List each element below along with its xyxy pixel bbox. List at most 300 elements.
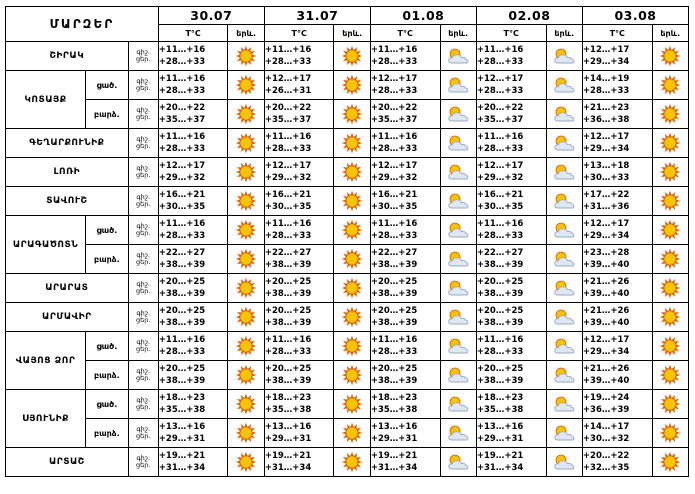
night-label: գիշ. <box>136 77 151 85</box>
sun-icon <box>334 216 370 245</box>
partly-cloudy-icon <box>440 129 476 158</box>
day-temperature: +29…+34 <box>582 144 630 154</box>
night-temperature: +16…+21 <box>264 190 312 200</box>
night-temperature: +20…+25 <box>264 277 312 287</box>
night-temperature: +18…+23 <box>370 393 418 403</box>
night-temperature: +11…+16 <box>158 335 206 345</box>
night-temperature: +12…+17 <box>582 335 630 345</box>
region-name: ԱՐՄԱՎԻՐ <box>6 303 129 332</box>
sun-icon <box>228 42 264 71</box>
day-label: ցեր. <box>136 229 151 237</box>
night-label: գիշ. <box>136 251 151 259</box>
temperature-cell <box>264 448 334 477</box>
region-name: ՎԱՅՈՑ ՁՈՐ <box>6 332 86 390</box>
temperature-cell <box>370 448 440 477</box>
night-day-label <box>128 419 158 448</box>
night-temperature: +20…+25 <box>370 364 418 374</box>
temperature-cell <box>582 42 652 71</box>
night-temperature: +12…+17 <box>582 45 630 55</box>
day-temperature: +28…+33 <box>264 231 312 241</box>
region-name: ՍՅՈՒՆԻՔ <box>6 390 86 448</box>
night-label: գիշ. <box>136 164 151 172</box>
day-temperature: +32…+35 <box>582 463 630 473</box>
sun-icon <box>228 303 264 332</box>
day-temperature: +38…+39 <box>476 376 524 386</box>
night-day-label <box>128 448 158 477</box>
altitude-label: ցած. <box>86 71 129 100</box>
night-temperature: +11…+16 <box>158 132 206 142</box>
day-label: ցեր. <box>136 461 151 469</box>
day-temperature: +39…+40 <box>582 260 630 270</box>
night-temperature: +11…+16 <box>158 219 206 229</box>
night-temperature: +13…+16 <box>370 422 418 432</box>
night-day-label <box>128 129 158 158</box>
sun-icon <box>652 100 688 129</box>
sun-icon <box>652 448 688 477</box>
day-temperature: +30…+35 <box>476 202 524 212</box>
table-row <box>6 216 689 245</box>
table-row <box>6 303 689 332</box>
sun-icon <box>228 100 264 129</box>
temperature-cell <box>370 158 440 187</box>
table-row <box>6 274 689 303</box>
temperature-cell <box>370 71 440 100</box>
partly-cloudy-icon <box>546 274 582 303</box>
day-temperature: +30…+33 <box>582 173 630 183</box>
temperature-cell <box>370 216 440 245</box>
temperature-cell <box>370 419 440 448</box>
date-header: 01.08 <box>370 7 476 25</box>
night-temperature: +19…+21 <box>476 451 524 461</box>
partly-cloudy-icon <box>546 100 582 129</box>
night-temperature: +11…+16 <box>370 132 418 142</box>
day-temperature: +29…+32 <box>264 173 312 183</box>
temperature-cell <box>158 216 228 245</box>
temperature-cell <box>582 419 652 448</box>
night-temperature: +21…+23 <box>582 103 630 113</box>
table-row <box>6 187 689 216</box>
altitude-label: բարձ. <box>86 100 129 129</box>
region-name: ԱՐԱԳԱԾՈՏՆ <box>6 216 86 274</box>
temperature-cell <box>476 158 546 187</box>
partly-cloudy-icon <box>440 361 476 390</box>
day-temperature: +30…+32 <box>582 434 630 444</box>
night-label: գիշ. <box>136 280 151 288</box>
night-temperature: +20…+25 <box>476 277 524 287</box>
sun-icon <box>228 71 264 100</box>
temperature-cell <box>158 390 228 419</box>
night-temperature: +13…+16 <box>264 422 312 432</box>
night-temperature: +20…+25 <box>158 364 206 374</box>
partly-cloudy-icon <box>440 100 476 129</box>
day-temperature: +38…+39 <box>264 289 312 299</box>
sun-icon <box>652 303 688 332</box>
night-temperature: +20…+22 <box>264 103 312 113</box>
night-temperature: +11…+16 <box>264 335 312 345</box>
day-temperature: +31…+34 <box>476 463 524 473</box>
temperature-cell <box>582 129 652 158</box>
night-temperature: +20…+22 <box>158 103 206 113</box>
temperature-cell <box>476 71 546 100</box>
partly-cloudy-icon <box>546 42 582 71</box>
temp-column-header: T°C <box>476 25 546 42</box>
temperature-cell <box>264 332 334 361</box>
day-temperature: +29…+34 <box>582 57 630 67</box>
temperature-cell <box>264 187 334 216</box>
sun-icon <box>652 361 688 390</box>
night-temperature: +20…+25 <box>264 364 312 374</box>
sun-icon <box>652 274 688 303</box>
day-label: ցեր. <box>136 316 151 324</box>
temperature-cell <box>582 100 652 129</box>
day-temperature: +29…+32 <box>158 173 206 183</box>
day-temperature: +35…+38 <box>264 405 312 415</box>
night-temperature: +22…+27 <box>370 248 418 258</box>
sun-icon <box>652 245 688 274</box>
day-temperature: +35…+37 <box>158 115 206 125</box>
night-temperature: +19…+24 <box>582 393 630 403</box>
day-temperature: +38…+39 <box>264 376 312 386</box>
day-label: ցեր. <box>136 403 151 411</box>
table-row <box>6 158 689 187</box>
sky-column-header: երև. <box>228 25 264 42</box>
night-day-label <box>128 42 158 71</box>
sun-icon <box>652 42 688 71</box>
night-temperature: +12…+17 <box>158 161 206 171</box>
day-temperature: +28…+33 <box>370 86 418 96</box>
night-temperature: +12…+17 <box>582 219 630 229</box>
temperature-cell <box>370 245 440 274</box>
day-temperature: +35…+37 <box>264 115 312 125</box>
temperature-cell <box>370 332 440 361</box>
altitude-label: ցած. <box>86 390 129 419</box>
temperature-cell <box>582 245 652 274</box>
day-label: ցեր. <box>136 432 151 440</box>
day-label: ցեր. <box>136 200 151 208</box>
temperature-cell <box>158 129 228 158</box>
night-temperature: +13…+18 <box>582 161 630 171</box>
day-temperature: +28…+33 <box>158 86 206 96</box>
night-temperature: +13…+16 <box>158 422 206 432</box>
night-temperature: +11…+16 <box>476 219 524 229</box>
sky-column-header: երև. <box>334 25 370 42</box>
day-temperature: +31…+34 <box>158 463 206 473</box>
temperature-cell <box>476 448 546 477</box>
night-day-label <box>128 274 158 303</box>
night-temperature: +21…+26 <box>582 364 630 374</box>
day-temperature: +38…+39 <box>158 289 206 299</box>
region-name: ԱՐՏԱՇ <box>6 448 129 477</box>
night-day-label <box>128 100 158 129</box>
night-label: գիշ. <box>136 48 151 56</box>
sun-icon <box>652 71 688 100</box>
temperature-cell <box>582 71 652 100</box>
night-day-label <box>128 245 158 274</box>
day-label: ցեր. <box>136 258 151 266</box>
temperature-cell <box>264 390 334 419</box>
sun-icon <box>652 216 688 245</box>
night-day-label <box>128 187 158 216</box>
table-row <box>6 419 689 448</box>
temperature-cell <box>158 448 228 477</box>
day-label: ցեր. <box>136 113 151 121</box>
temperature-cell <box>476 100 546 129</box>
day-temperature: +38…+39 <box>264 260 312 270</box>
day-temperature: +30…+35 <box>370 202 418 212</box>
night-temperature: +11…+16 <box>476 45 524 55</box>
partly-cloudy-icon <box>440 448 476 477</box>
temperature-cell <box>582 303 652 332</box>
sun-icon <box>334 187 370 216</box>
temperature-cell <box>264 158 334 187</box>
day-temperature: +38…+39 <box>370 318 418 328</box>
sun-icon <box>652 390 688 419</box>
partly-cloudy-icon <box>546 71 582 100</box>
night-temperature: +17…+22 <box>582 190 630 200</box>
altitude-label: ցած. <box>86 216 129 245</box>
temperature-cell <box>158 303 228 332</box>
temperature-cell <box>476 245 546 274</box>
day-temperature: +29…+34 <box>582 347 630 357</box>
temperature-cell <box>370 129 440 158</box>
temperature-cell <box>264 129 334 158</box>
table-row <box>6 71 689 100</box>
partly-cloudy-icon <box>440 158 476 187</box>
temperature-cell <box>158 419 228 448</box>
sun-icon <box>228 187 264 216</box>
table-row <box>6 448 689 477</box>
partly-cloudy-icon <box>546 216 582 245</box>
day-temperature: +38…+39 <box>370 289 418 299</box>
table-row <box>6 42 689 71</box>
day-temperature: +38…+39 <box>158 260 206 270</box>
partly-cloudy-icon <box>546 303 582 332</box>
temperature-cell <box>582 187 652 216</box>
temperature-cell <box>370 361 440 390</box>
partly-cloudy-icon <box>440 187 476 216</box>
region-name: ԱՐԱՐԱՏ <box>6 274 129 303</box>
day-temperature: +28…+33 <box>370 347 418 357</box>
day-temperature: +29…+31 <box>370 434 418 444</box>
sun-icon <box>652 419 688 448</box>
day-temperature: +28…+33 <box>370 144 418 154</box>
day-temperature: +38…+39 <box>158 376 206 386</box>
date-header: 30.07 <box>158 7 264 25</box>
day-temperature: +38…+39 <box>476 318 524 328</box>
night-temperature: +11…+16 <box>158 74 206 84</box>
temperature-cell <box>158 71 228 100</box>
forecast-body <box>6 7 689 477</box>
night-temperature: +11…+16 <box>370 219 418 229</box>
partly-cloudy-icon <box>546 129 582 158</box>
night-temperature: +20…+25 <box>158 277 206 287</box>
day-temperature: +31…+34 <box>264 463 312 473</box>
day-temperature: +39…+40 <box>582 376 630 386</box>
night-temperature: +20…+25 <box>264 306 312 316</box>
night-temperature: +20…+25 <box>476 306 524 316</box>
temperature-cell <box>582 158 652 187</box>
night-day-label <box>128 332 158 361</box>
night-temperature: +11…+16 <box>264 219 312 229</box>
temperature-cell <box>476 129 546 158</box>
date-header: 02.08 <box>476 7 582 25</box>
night-temperature: +11…+16 <box>158 45 206 55</box>
night-temperature: +21…+26 <box>582 306 630 316</box>
night-temperature: +20…+25 <box>370 306 418 316</box>
day-temperature: +28…+33 <box>158 347 206 357</box>
day-temperature: +35…+38 <box>370 405 418 415</box>
sky-column-header: երև. <box>440 25 476 42</box>
sun-icon <box>228 361 264 390</box>
table-row <box>6 390 689 419</box>
sun-icon <box>652 158 688 187</box>
sun-icon <box>334 419 370 448</box>
night-temperature: +11…+16 <box>476 335 524 345</box>
day-label: ցեր. <box>136 142 151 150</box>
day-temperature: +38…+39 <box>370 260 418 270</box>
day-temperature: +28…+33 <box>476 57 524 67</box>
partly-cloudy-icon <box>440 332 476 361</box>
region-name: ՇԻՐԱԿ <box>6 42 129 71</box>
partly-cloudy-icon <box>546 332 582 361</box>
day-temperature: +29…+31 <box>158 434 206 444</box>
day-label: ցեր. <box>136 345 151 353</box>
temp-column-header: T°C <box>582 25 652 42</box>
temperature-cell <box>370 390 440 419</box>
temperature-cell <box>582 361 652 390</box>
sun-icon <box>334 129 370 158</box>
sun-icon <box>228 129 264 158</box>
temperature-cell <box>370 187 440 216</box>
night-temperature: +16…+21 <box>370 190 418 200</box>
table-row <box>6 332 689 361</box>
night-temperature: +22…+27 <box>158 248 206 258</box>
sun-icon <box>334 390 370 419</box>
night-label: գիշ. <box>136 193 151 201</box>
table-row <box>6 361 689 390</box>
day-temperature: +30…+35 <box>158 202 206 212</box>
date-header: 31.07 <box>264 7 370 25</box>
temperature-cell <box>582 274 652 303</box>
temperature-cell <box>370 42 440 71</box>
day-temperature: +28…+33 <box>158 57 206 67</box>
night-temperature: +11…+16 <box>370 335 418 345</box>
night-day-label <box>128 158 158 187</box>
temperature-cell <box>582 390 652 419</box>
night-temperature: +14…+19 <box>582 74 630 84</box>
sun-icon <box>228 245 264 274</box>
night-label: գիշ. <box>136 454 151 462</box>
night-temperature: +20…+25 <box>476 364 524 374</box>
sun-icon <box>228 158 264 187</box>
partly-cloudy-icon <box>546 390 582 419</box>
night-temperature: +19…+21 <box>158 451 206 461</box>
day-temperature: +28…+33 <box>158 144 206 154</box>
night-temperature: +22…+27 <box>476 248 524 258</box>
night-temperature: +20…+22 <box>370 103 418 113</box>
temperature-cell <box>264 303 334 332</box>
temperature-cell <box>264 216 334 245</box>
temperature-cell <box>158 332 228 361</box>
day-temperature: +28…+33 <box>476 347 524 357</box>
day-temperature: +35…+38 <box>158 405 206 415</box>
sun-icon <box>334 274 370 303</box>
night-temperature: +12…+17 <box>264 161 312 171</box>
day-temperature: +39…+40 <box>582 289 630 299</box>
region-name: ԿՈՏԱՅՔ <box>6 71 86 129</box>
table-row <box>6 100 689 129</box>
altitude-label: բարձ. <box>86 245 129 274</box>
date-header: 03.08 <box>582 7 688 25</box>
sky-column-header: երև. <box>652 25 688 42</box>
night-temperature: +12…+17 <box>476 74 524 84</box>
night-temperature: +20…+22 <box>476 103 524 113</box>
sun-icon <box>334 100 370 129</box>
partly-cloudy-icon <box>546 361 582 390</box>
temperature-cell <box>476 361 546 390</box>
partly-cloudy-icon <box>440 274 476 303</box>
night-temperature: +11…+16 <box>264 132 312 142</box>
day-temperature: +38…+39 <box>476 260 524 270</box>
region-column-title: ՄԱՐԶԵՐ <box>6 7 159 42</box>
day-temperature: +36…+38 <box>582 115 630 125</box>
day-temperature: +38…+39 <box>476 289 524 299</box>
day-temperature: +28…+33 <box>264 347 312 357</box>
partly-cloudy-icon <box>440 390 476 419</box>
sun-icon <box>334 245 370 274</box>
temperature-cell <box>158 361 228 390</box>
temperature-cell <box>476 216 546 245</box>
temperature-cell <box>582 216 652 245</box>
temperature-cell <box>264 100 334 129</box>
day-label: ցեր. <box>136 374 151 382</box>
night-temperature: +20…+22 <box>582 451 630 461</box>
day-temperature: +28…+33 <box>370 57 418 67</box>
night-temperature: +11…+16 <box>264 45 312 55</box>
night-temperature: +21…+26 <box>582 277 630 287</box>
night-label: գիշ. <box>136 106 151 114</box>
sun-icon <box>334 71 370 100</box>
night-temperature: +19…+21 <box>370 451 418 461</box>
temperature-cell <box>158 274 228 303</box>
night-temperature: +16…+21 <box>476 190 524 200</box>
temperature-cell <box>158 42 228 71</box>
night-day-label <box>128 390 158 419</box>
sun-icon <box>228 390 264 419</box>
temperature-cell <box>476 42 546 71</box>
temperature-cell <box>158 158 228 187</box>
night-day-label <box>128 216 158 245</box>
altitude-label: ցած. <box>86 332 129 361</box>
temperature-cell <box>582 332 652 361</box>
sun-icon <box>228 216 264 245</box>
night-temperature: +16…+21 <box>158 190 206 200</box>
day-temperature: +28…+33 <box>476 86 524 96</box>
night-label: գիշ. <box>136 309 151 317</box>
day-label: ցեր. <box>136 287 151 295</box>
altitude-label: բարձ. <box>86 419 129 448</box>
day-label: ցեր. <box>136 84 151 92</box>
temperature-cell <box>476 332 546 361</box>
day-temperature: +29…+32 <box>370 173 418 183</box>
day-temperature: +36…+39 <box>582 405 630 415</box>
temperature-cell <box>158 245 228 274</box>
temperature-cell <box>476 274 546 303</box>
region-name: ԼՈՌԻ <box>6 158 129 187</box>
day-label: ցեր. <box>136 171 151 179</box>
sun-icon <box>652 332 688 361</box>
temperature-cell <box>158 187 228 216</box>
